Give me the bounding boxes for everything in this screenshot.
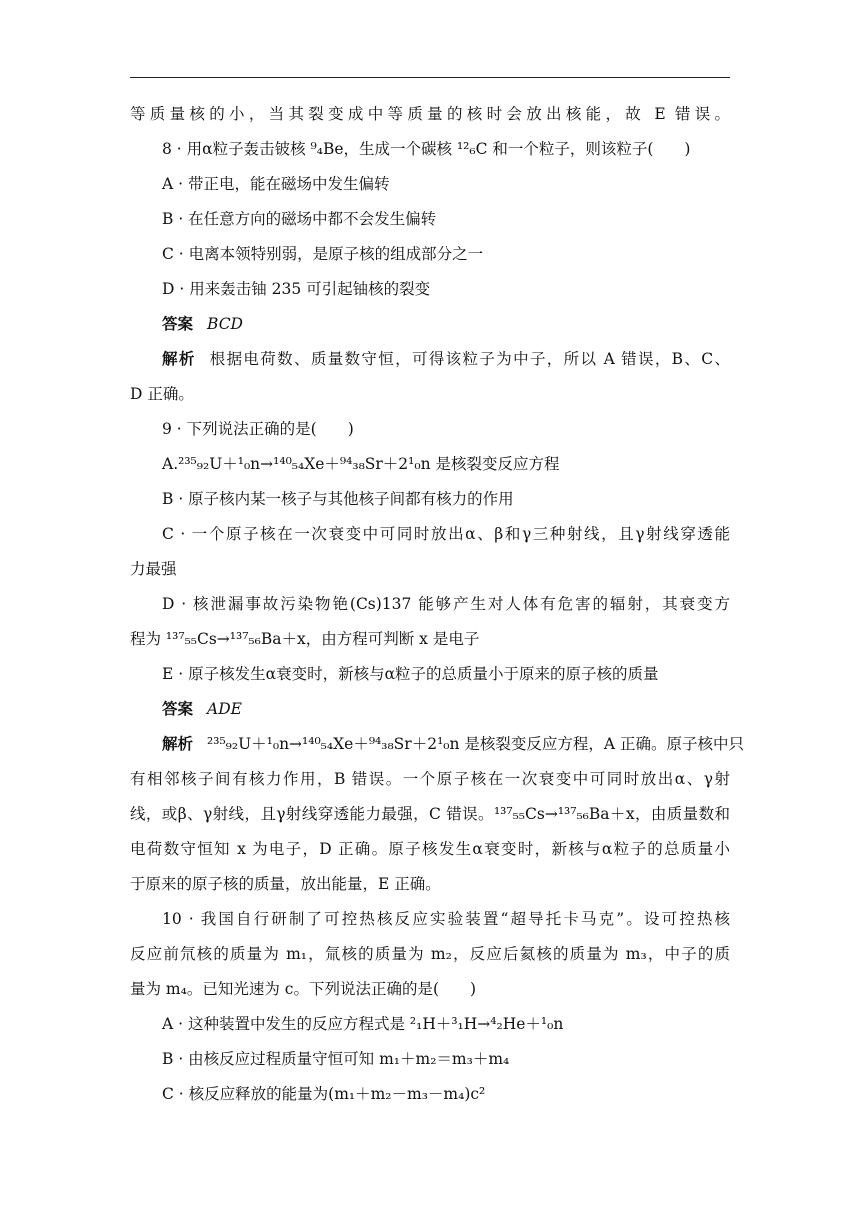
q8-explanation-cont: D 正确。 — [130, 385, 194, 403]
q8-answer: 答案 BCD — [162, 314, 243, 333]
q8-option-d: D · 用来轰击铀 235 可引起铀核的裂变 — [162, 280, 431, 298]
q10-option-a: A · 这种装置中发生的反应方程式是 ²₁H＋³₁H→⁴₂He＋¹₀n — [162, 1015, 564, 1033]
q9-explanation-cont: 电荷数守恒知 x 为电子，D 正确。原子核发生α衰变时，新核与α粒子的总质量小 — [130, 840, 730, 858]
question-8: 8 · 用α粒子轰击铍核 ⁹₄Be，生成一个碳核 ¹²₆C 和一个粒子，则该粒子( ) — [162, 140, 691, 158]
question-9: 9 · 下列说法正确的是( ) — [162, 420, 354, 438]
q9-answer: 答案 ADE — [162, 699, 242, 718]
question-10-cont: 反应前氘核的质量为 m₁，氚核的质量为 m₂，反应后氦核的质量为 m₃，中子的质 — [130, 945, 730, 963]
q9-explanation: 解析 ²³⁵₉₂U＋¹₀n→¹⁴⁰₅₄Xe＋⁹⁴₃₈Sr＋2¹₀n 是核裂变反应方程，A 正确。原子核中只 — [162, 734, 745, 753]
q9-option-c-cont: 力最强 — [130, 560, 177, 578]
q9-option-d: D · 核泄漏事故污染物铯(Cs)137 能够产生对人体有危害的辐射，其衰变方 — [162, 595, 730, 613]
q10-option-b: B · 由核反应过程质量守恒可知 m₁＋m₂＝m₃＋m₄ — [162, 1050, 510, 1068]
header-rule — [130, 77, 730, 78]
q8-option-b: B · 在任意方向的磁场中都不会发生偏转 — [162, 210, 437, 228]
q9-option-c: C · 一个原子核在一次衰变中可同时放出α、β和γ三种射线，且γ射线穿透能 — [162, 525, 730, 543]
q9-option-a: A.²³⁵₉₂U＋¹₀n→¹⁴⁰₅₄Xe＋⁹⁴₃₈Sr＋2¹₀n 是核裂变反应方程 — [162, 455, 560, 473]
question-10: 10 · 我国自行研制了可控热核反应实验装置“超导托卡马克”。设可控热核 — [162, 910, 730, 928]
q9-explanation-cont: 于原来的原子核的质量，放出能量，E 正确。 — [130, 875, 441, 893]
q8-option-c: C · 电离本领特别弱，是原子核的组成部分之一 — [162, 245, 484, 263]
question-10-cont: 量为 m₄。已知光速为 c。下列说法正确的是( ) — [130, 980, 477, 998]
q9-explanation-cont: 有相邻核子间有核力作用，B 错误。一个原子核在一次衰变中可同时放出α、γ射 — [130, 770, 730, 788]
q10-option-c: C · 核反应释放的能量为(m₁＋m₂－m₃－m₄)c² — [162, 1085, 486, 1103]
text-line: 等质量核的小，当其裂变成中等质量的核时会放出核能，故 E 错误。 — [130, 105, 730, 123]
q9-option-b: B · 原子核内某一核子与其他核子间都有核力的作用 — [162, 490, 514, 508]
q9-explanation-cont: 线，或β、γ射线，且γ射线穿透能力最强，C 错误。¹³⁷₅₅Cs→¹³⁷₅₆Ba＋x，由质量数和 — [130, 805, 730, 823]
q8-explanation: 解析 根据电荷数、质量数守恒，可得该粒子为中子，所以 A 错误，B、C、 — [162, 349, 730, 368]
q9-option-d-cont: 程为 ¹³⁷₅₅Cs→¹³⁷₅₆Ba＋x，由方程可判断 x 是电子 — [130, 630, 480, 648]
q9-option-e: E · 原子核发生α衰变时，新核与α粒子的总质量小于原来的原子核的质量 — [162, 665, 659, 683]
q8-option-a: A · 带正电，能在磁场中发生偏转 — [162, 175, 390, 193]
